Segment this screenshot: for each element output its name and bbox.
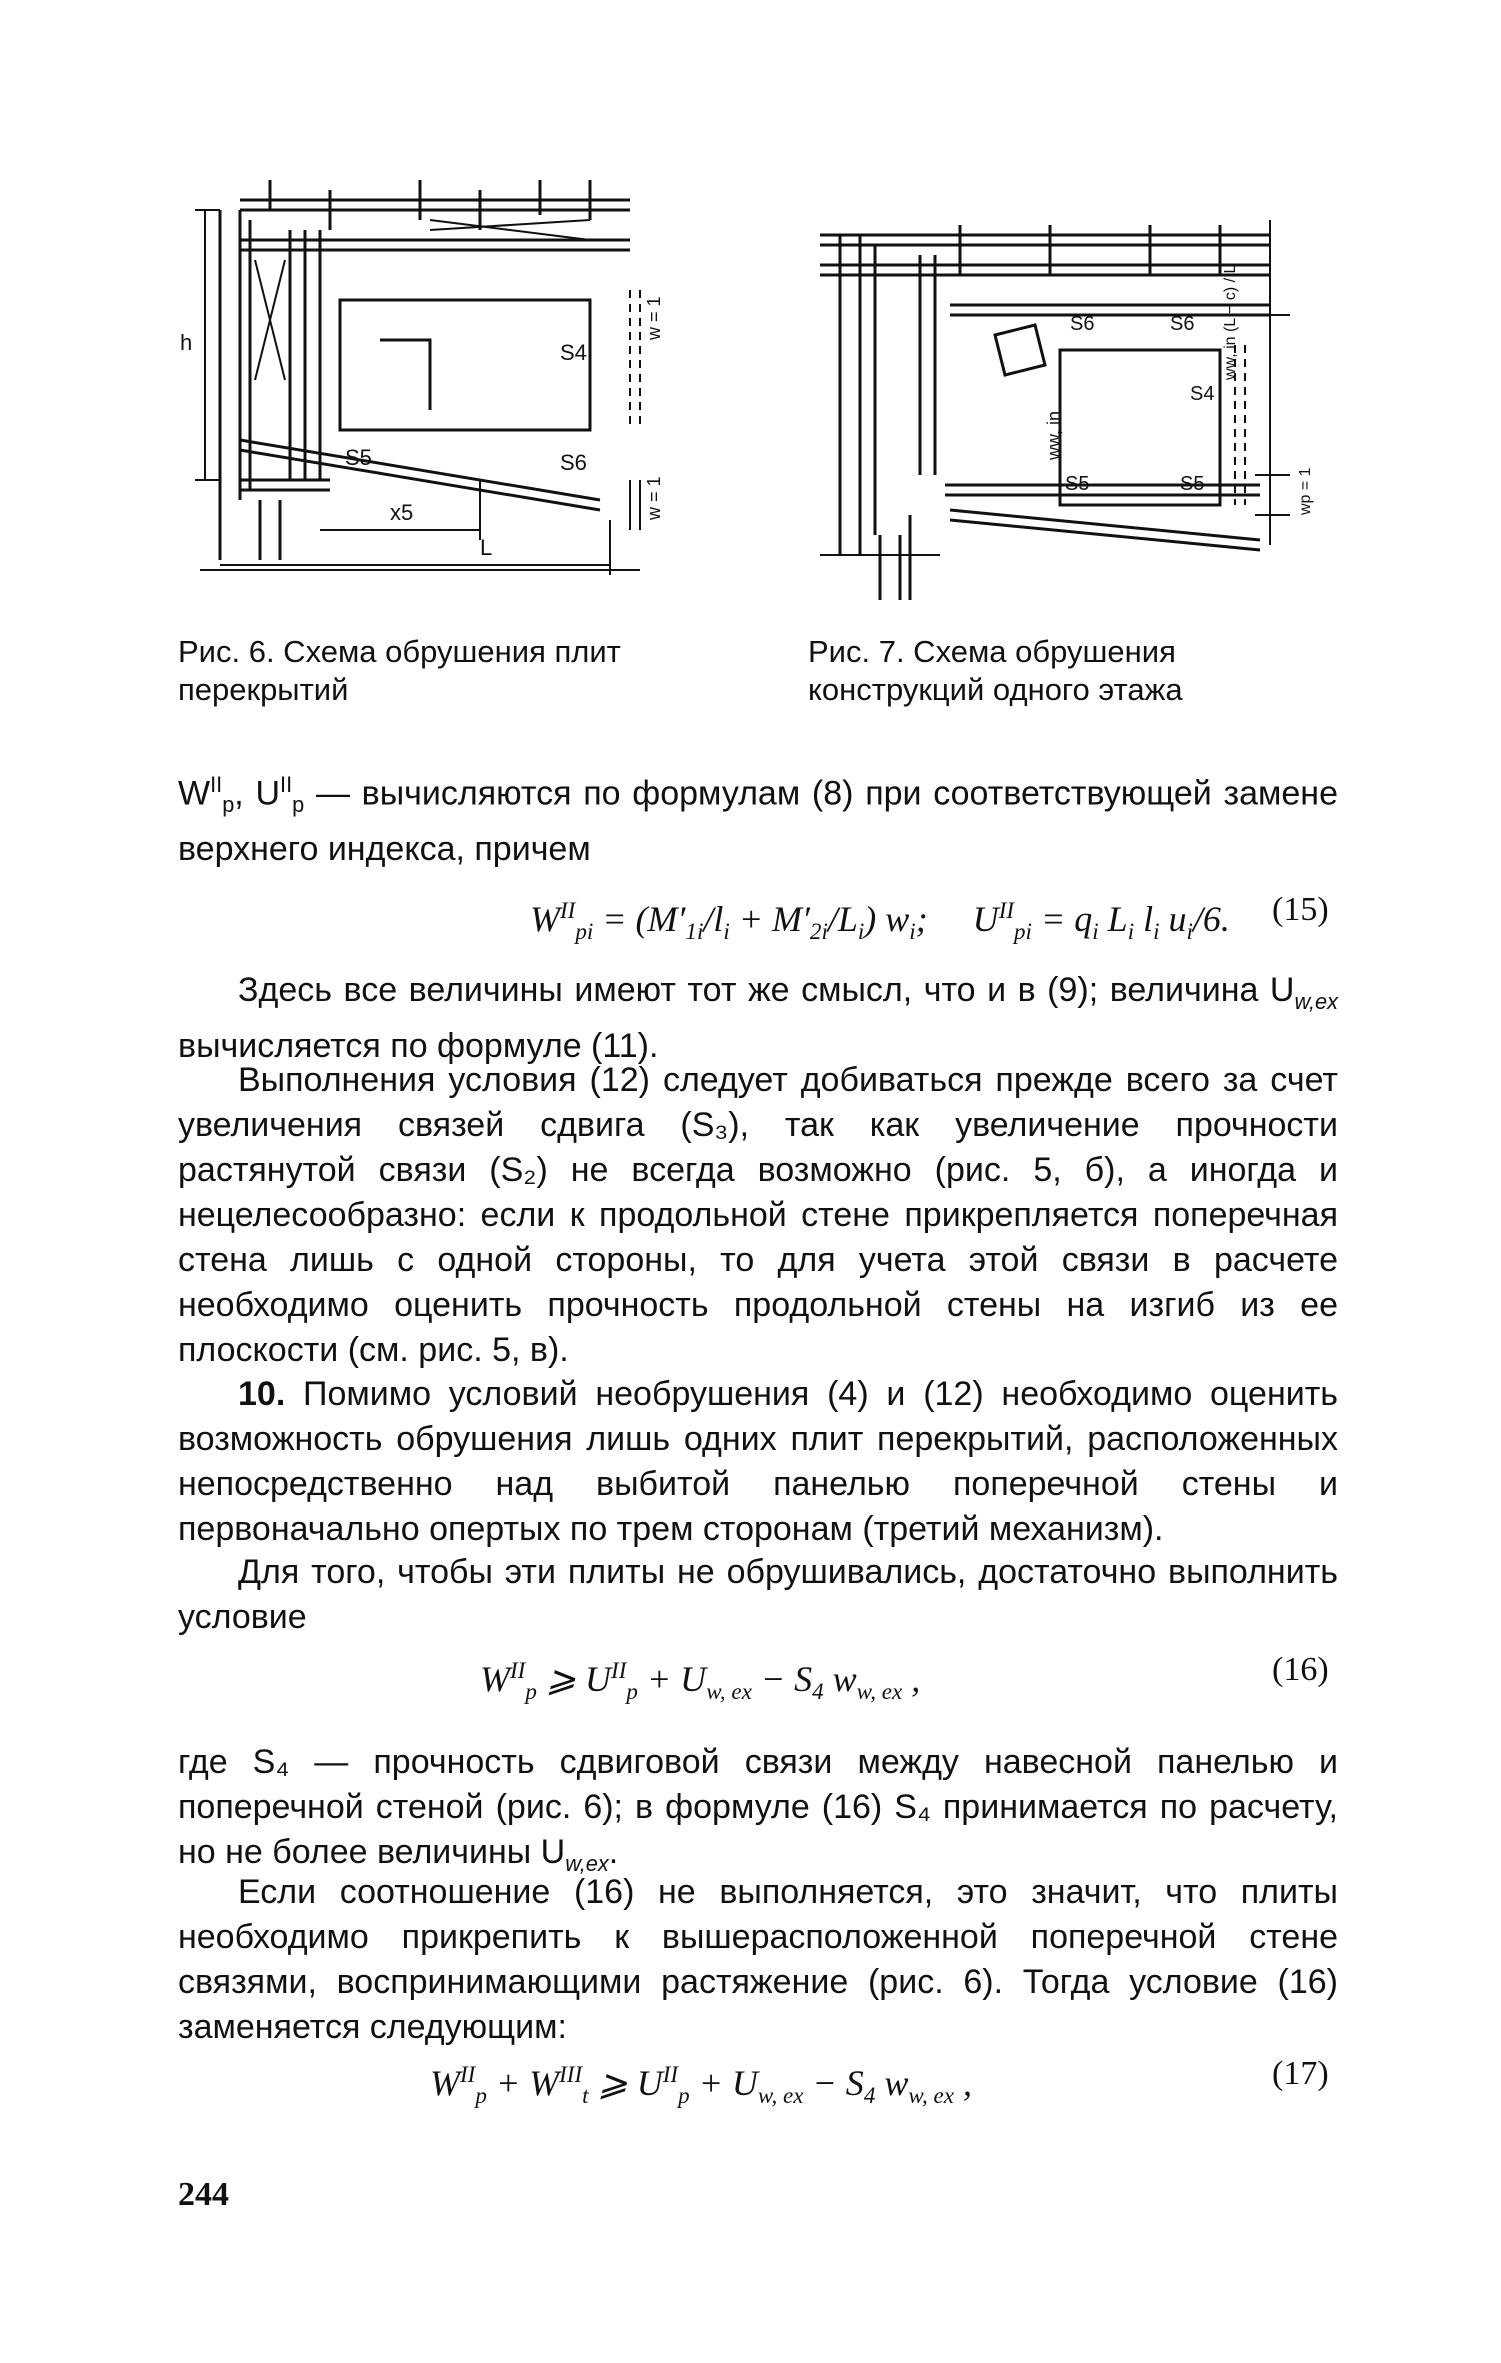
- fig7-label-s6b: S6: [1170, 313, 1195, 335]
- paragraph-3: Выполнения условия (12) следует добиваться прежде всего за счет увеличения связей сдвига (S₃), так как увеличение прочности растянутой связи (S₂) не всегда возможно (рис. 5, б), а иногда и нецелесообразно: если к продольной стене прикрепляется поперечная стена лишь с одной стороны, то для учета этой связи в расчете необходимо оценить прочность продольной стены на изгиб из ее плоскости (см. рис. 5, в).: [178, 1061, 1338, 1369]
- fig6-label-h: h: [180, 330, 193, 355]
- figure-7-caption: Рис. 7. Схема обрушения конструкций одного этажа: [808, 634, 1183, 707]
- fig7-label-s5a: S5: [1065, 473, 1090, 495]
- fig7-label-ww-in-lc: ww, in (L − c) / L: [1222, 264, 1239, 380]
- fig7-label-s5b: S5: [1180, 473, 1205, 495]
- p1-head: W: [178, 774, 211, 813]
- equation-15: $W^{II}_{pi} = (M'_{1i}/l_i + M'_{2i}/L_i)$ $w_i$; $U^{II}_{pi} = q_i$ $L_i$ $l_i$ $u_i/6$.: [530, 897, 1230, 945]
- equation-15-number: (15): [1272, 891, 1329, 928]
- figure-6-diagram: [180, 180, 720, 600]
- fig6-label-s6: S6: [560, 450, 587, 475]
- paragraph-7: Если соотношение (16) не выполняется, это значит, что плиты необходимо прикрепить к вышерасположенной поперечной стене связями, воспринимающими растяжение (рис. 6). Тогда условие (16) заменяется следующим:: [178, 1873, 1338, 2046]
- paragraph-4: 10. Помимо условий необрушения (4) и (12) необходимо оценить возможность обрушения лишь одних плит перекрытий, расположенных непосредственно над выбитой панелью поперечной стены и первоначально опертых по трем сторонам (третий механизм).: [178, 1375, 1338, 1548]
- fig7-label-s4: S4: [1190, 383, 1215, 405]
- fig6-label-x5: x5: [390, 500, 414, 525]
- figure-6-caption: Рис. 6. Схема обрушения плит перекрытий: [178, 634, 621, 707]
- p1-rest: — вычисляются по формулам (8) при соответствующей замене верхнего индекса, причем: [178, 774, 1338, 869]
- fig7-label-s6a: S6: [1070, 313, 1095, 335]
- figure-7-diagram: [800, 215, 1320, 600]
- equation-17: $W^{II}_p + W^{III}_t$ ⩾ $U^{II}_p + U_{w, ex} - S_4$ $w_{w, ex}$ ,: [430, 2061, 972, 2109]
- fig6-label-L: L: [480, 535, 493, 560]
- fig6-label-w1-bottom: w = 1: [644, 476, 664, 520]
- page-number: 244: [178, 2176, 229, 2213]
- fig6-label-w1-top: w = 1: [644, 296, 664, 340]
- fig7-label-wp1: wp = 1: [1297, 467, 1314, 515]
- paragraph-5: Для того, чтобы эти плиты не обрушивались, достаточно выполнить условие: [178, 1553, 1338, 1636]
- equation-17-number: (17): [1272, 2055, 1329, 2092]
- paragraph-2: Здесь все величины имеют тот же смысл, что и в (9); величина $U_{w,ex}$ вычисляется по формуле (11).: [178, 971, 1338, 1065]
- equation-16: $W^{II}_p$ ⩾ $U^{II}_p + U_{w, ex} - S_4$ $w_{w, ex}$ ,: [480, 1657, 921, 1705]
- paragraph-1: $W^{II}_p$, $U^{II}_p$ — вычисляются по формулам (8) при соответствующей замене верхнего индекса, причем: [178, 772, 1338, 869]
- equation-16-number: (16): [1272, 1651, 1329, 1688]
- paragraph-6: где S₄ — прочность сдвиговой связи между навесной панелью и поперечной стеной (рис. 6); в формуле (16) S₄ принимается по расчету, но не более величины $U_{w,ex}$.: [178, 1743, 1338, 1876]
- fig6-label-s4: S4: [560, 340, 587, 365]
- fig7-label-ww-in: ww, in: [1044, 410, 1064, 460]
- fig6-label-s5: S5: [345, 445, 372, 470]
